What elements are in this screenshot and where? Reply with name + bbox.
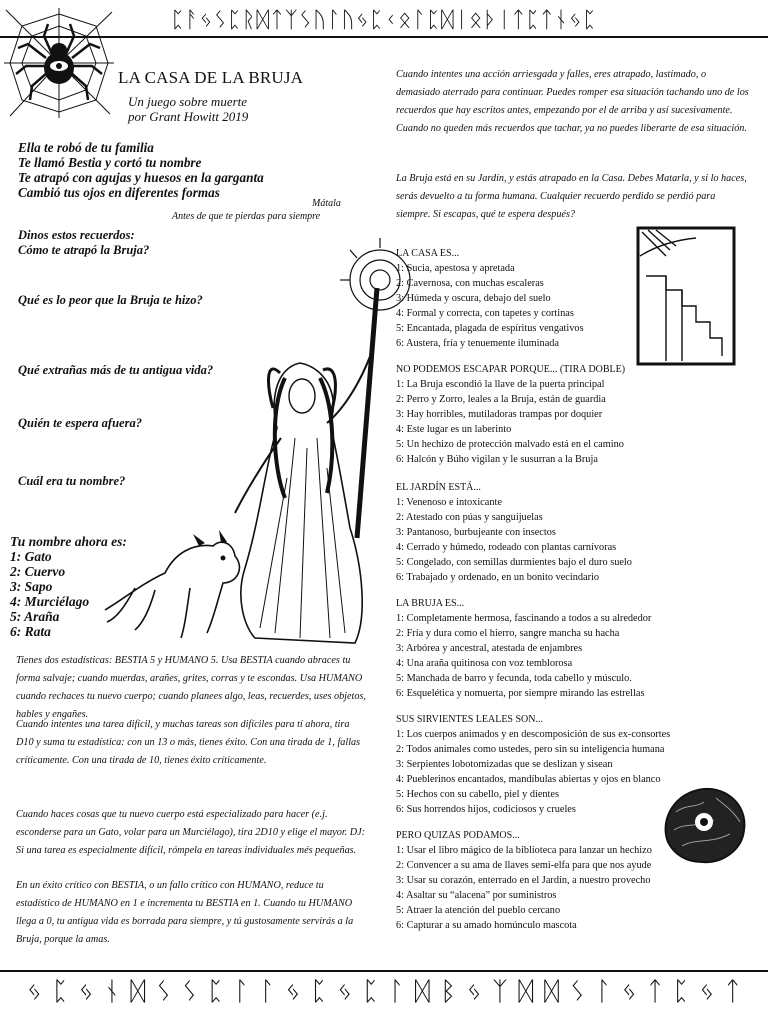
servants-item: 6: Sus horrendos hijos, codiciosos y crueles	[396, 804, 576, 815]
but-we-could-item: 2: Convencer a su ama de llaves semi-elfa para que nos ayude	[396, 860, 652, 871]
house-item: 3: Húmeda y oscura, debajo del suelo	[396, 293, 551, 304]
new-name-item: 4: Murciélago	[10, 594, 90, 609]
escape-item: 4: Este lugar es un laberinto	[396, 424, 512, 435]
escape-item: 1: La Bruja escondió la llave de la puerta principal	[396, 379, 605, 390]
witch-item: 3: Arbórea y ancestral, atestada de enjambres	[396, 643, 583, 654]
page-title: LA CASA DE LA BRUJA	[118, 68, 304, 87]
new-name-heading: Tu nombre ahora es:	[10, 534, 127, 549]
intro-line: Te llamó Bestia y cortó tu nombre	[18, 155, 202, 170]
new-name-item: 6: Rata	[10, 624, 51, 639]
stats-paragraph: Tienes dos estadísticas: BESTIA 5 y HUMANO 5. Usa BESTIA cuando abraces tu forma salvaje; cuando muerdas, arañes, grites, corras y te escondas. Usa HUMANO cuando rechaces tu nuevo cuerpo; cuando planees algo, leas, recuerdes, uses objetos, hables y engañes.	[16, 655, 366, 720]
escape-table	[396, 362, 625, 467]
but-we-could-item: 3: Usar su corazón, enterrado en el Jardín, a nuestro provecho	[396, 875, 651, 886]
intro-line: Te atrapó con agujas y huesos en la garganta	[18, 170, 264, 185]
critical-paragraph: En un éxito crítico con BESTIA, o un fallo crítico con HUMANO, reduce tu estadístico de HUMANO en 1 e incrementa tu BESTIA en 1. Cuando tu HUMANO llega a 0, tu antigua vida es borrada para siempre, y tú gustosamente servirás a la Bruja, porque la amas.	[16, 880, 354, 945]
house-item: 4: Formal y correcta, con tapetes y cortinas	[396, 308, 574, 319]
witch-heading: LA BRUJA ES...	[396, 598, 465, 609]
garden-item: 5: Congelado, con semillas durmientes bajo el duro suelo	[396, 557, 632, 568]
byline: por Grant Howitt 2019	[128, 109, 249, 124]
garden-item: 6: Trabajado y ordenado, en un bonito vecindario	[396, 572, 600, 583]
but-we-could-item: 5: Atraer la atención del pueblo cercano	[396, 905, 561, 916]
servants-item: 5: Hechos con su cabello, piel y dientes	[396, 789, 559, 800]
subtitle: Un juego sobre muerte	[128, 94, 248, 109]
intro-line: Cambió tus ojos en diferentes formas	[18, 185, 220, 200]
witch-item: 6: Esquelética y nomuerta, por siempre mirando las estrellas	[396, 688, 645, 699]
house-item: 6: Austera, fría y tenuemente iluminada	[396, 338, 559, 349]
servants-item: 3: Serpientes lobotomizadas que se deslizan y sisean	[396, 759, 613, 770]
but-we-could-item: 4: Asaltar su “alacena” por suministros	[396, 890, 557, 901]
spider-web-illustration	[4, 8, 114, 118]
intro-line: Ella te robó de tu familia	[18, 140, 154, 155]
matala-line: Mátala	[312, 198, 341, 209]
new-name-item: 2: Cuervo	[10, 564, 66, 579]
escape-heading: NO PODEMOS ESCAPAR PORQUE... (TIRA DOBLE)	[396, 364, 626, 375]
new-name-item: 5: Araña	[10, 609, 60, 624]
memory-question: Cuál era tu nombre?	[18, 474, 126, 488]
servants-item: 2: Todos animales como ustedes, pero sin su inteligencia humana	[396, 744, 665, 755]
memory-question: Qué es lo peor que la Bruja te hizo?	[18, 293, 203, 307]
memory-question: Cómo te atrapó la Bruja?	[18, 243, 150, 257]
memories-heading: Dinos estos recuerdos:	[18, 228, 135, 242]
garden-item: 1: Venenoso e intoxicante	[396, 497, 502, 508]
intro-poem	[18, 140, 338, 200]
witch-table	[396, 596, 651, 701]
house-item: 1: Sucia, apestosa y apretada	[396, 263, 515, 274]
before-lose-line: Antes de que te pierdas para siempre	[172, 211, 321, 222]
garden-item: 3: Pantanoso, burbujeante con insectos	[396, 527, 556, 538]
escape-item: 3: Hay horribles, mutiladoras trampas por doquier	[396, 409, 603, 420]
specialized-body-paragraph: Cuando haces cosas que tu nuevo cuerpo está especializado para hacer (e.j. esconderse para un Gato, volar para un Murciélago), tira 2D10 y elige el mayor. DJ: Si una tarea es especialmente difícil, rómpela en tareas individuales més pequeñas.	[16, 809, 366, 856]
bottom-border-rule	[0, 970, 768, 972]
servants-item: 4: Pueblerinos encantados, mandíbulas abiertas y ojos en blanco	[396, 774, 661, 785]
witch-and-beast-illustration	[95, 238, 395, 658]
house-item: 5: Encantada, plagada de espíritus vengativos	[396, 323, 584, 334]
witch-item: 5: Manchada de barro y fecunda, toda cabello y músculo.	[396, 673, 632, 684]
memory-question: Qué extrañas más de tu antigua vida?	[18, 363, 214, 377]
difficult-task-paragraph: Cuando intentes una tarea difícil, y muchas tareas son difíciles para tí ahora, tira D10 y suma tu estadística: con un 13 o más, tienes éxito. Con una tirada de 1, fallas críticamente. Con una tirada de 10, tienes éxito críticamente.	[16, 719, 361, 766]
witch-item: 4: Una araña quitinosa con voz temblorosa	[396, 658, 573, 669]
but-we-could-item: 6: Capturar a su amado homúnculo mascota	[396, 920, 577, 931]
rune-text-top: ᛈᚨᛃᛊᛈᚱᛞᛏᛉᛊᚢᛚᚢᛃᛈᚲᛟᛚᛈᛞᛁᛟᚦᛁᛏᛈᛏᚾᛃᛈ	[170, 7, 597, 33]
staircase-illustration	[636, 226, 736, 366]
witch-garden-paragraph: La Bruja está en su Jardín, y estás atrapado en la Casa. Debes Matarla, y si lo haces, serás devuelto a tu forma humana. Cualquier recuerdo perdido se perdió para siempre. Si escapas, qué te espera después?	[396, 173, 747, 220]
risky-action-paragraph: Cuando intentes una acción arriesgada y falles, eres atrapado, lastimado, o demasiado aterrado para continuar. Puedes romper esa situación tachando uno de los recuerdos que hay escritos antes, empezando por el de arriba y así sucesivamente. Cuando no queden más recuerdos que tachar, ya no puedes liberarte de esa situación.	[396, 69, 749, 134]
garden-table	[396, 480, 632, 585]
but-we-could-item: 1: Usar el libro mágico de la biblioteca para lanzar un hechizo	[396, 845, 652, 856]
house-item: 2: Cavernosa, con muchas escaleras	[396, 278, 544, 289]
bottom-rune-border	[0, 968, 768, 1016]
witch-item: 2: Fría y dura como el hierro, sangre mancha su hacha	[396, 628, 620, 639]
top-rune-border	[0, 0, 768, 40]
servants-table	[396, 712, 670, 817]
house-heading: LA CASA ES...	[396, 248, 460, 259]
witch-item: 1: Completamente hermosa, fascinando a todos a su alrededor	[396, 613, 652, 624]
new-name-item: 1: Gato	[10, 549, 52, 564]
escape-item: 6: Halcón y Búho vigilan y le susurran a la Bruja	[396, 454, 598, 465]
garden-item: 2: Atestado con púas y sanguijuelas	[396, 512, 543, 523]
rune-text-bottom: ᛃ ᛈ ᛃ ᚾ ᛞ ᛊ ᛊ ᛈ ᛚ ᛚ ᛃ ᛈ ᛃ ᛈ ᛚ ᛞ ᛒ ᛃ ᛉ ᛞ ᛞ ᛊ ᛚ ᛃ ᛏ ᛈ ᛃ ᛏ	[26, 977, 742, 1007]
new-name-item: 3: Sapo	[10, 579, 53, 594]
escape-item: 5: Un hechizo de protección malvado está en el camino	[396, 439, 624, 450]
but-we-could-table	[396, 828, 664, 933]
subtitle-block	[128, 94, 248, 124]
top-border-rule	[0, 36, 768, 38]
garden-heading: EL JARDÍN ESTÁ...	[396, 482, 481, 493]
but-we-could-heading: PERO QUIZAS PODAMOS...	[396, 830, 520, 841]
servants-heading: SUS SIRVIENTES LEALES SON...	[396, 714, 543, 725]
homunculus-illustration	[656, 782, 752, 868]
memory-question: Quién te espera afuera?	[18, 416, 142, 430]
house-table	[396, 246, 584, 351]
garden-item: 4: Cerrado y húmedo, rodeado con plantas carnívoras	[396, 542, 617, 553]
escape-item: 2: Perro y Zorro, leales a la Bruja, están de guardia	[396, 394, 606, 405]
servants-item: 1: Los cuerpos animados y en descomposición de sus ex-consortes	[396, 729, 671, 740]
